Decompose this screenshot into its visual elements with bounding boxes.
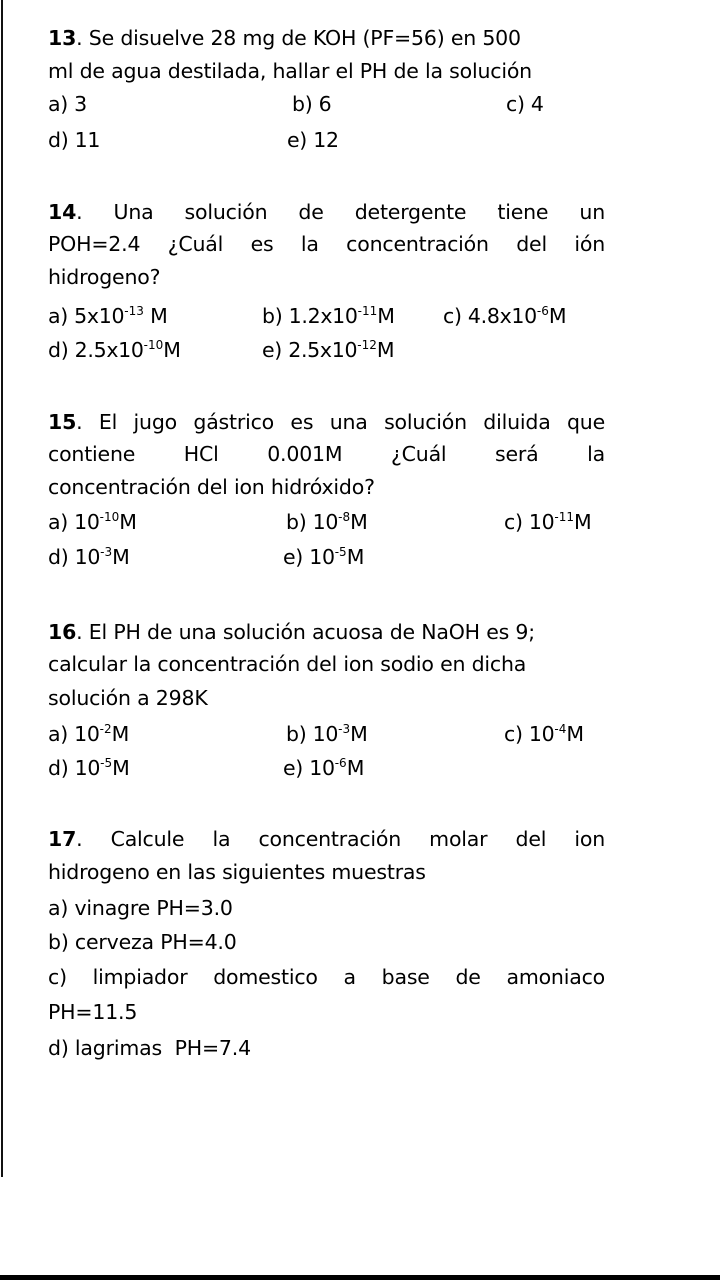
question-text-line: hidrogeno?: [48, 265, 161, 289]
question-text-line: 17. Calcule la concentración molar del ion: [48, 827, 605, 851]
sample-item: a) vinagre PH=3.0: [48, 896, 233, 920]
question-number: 17: [48, 827, 77, 851]
question-text-line: POH=2.4 ¿Cuál es la concentración del ión: [48, 232, 605, 256]
question-number: 15: [48, 410, 77, 434]
question-text-line: 14. Una solución de detergente tiene un: [48, 200, 605, 224]
option-e: e) $10^{-6}M$: [283, 756, 365, 780]
question-text-line: ml de agua destilada, hallar el PH de la solución: [48, 59, 532, 83]
option-d: d) 11: [48, 128, 101, 152]
option-c: c) 4: [506, 92, 544, 116]
question-text-line: 16. El PH de una solución acuosa de NaOH es 9;: [48, 620, 535, 644]
sample-item: d) lagrimas PH=7.4: [48, 1036, 251, 1060]
option-c: c) $4.8x10^{-6}M$: [443, 304, 567, 328]
question-number: 16: [48, 620, 77, 644]
question-number: 13: [48, 26, 77, 50]
option-e: e) 12: [287, 128, 339, 152]
option-c: c) $10^{-11}M$: [504, 510, 592, 534]
option-d: d) $10^{-5}M$: [48, 756, 130, 780]
sample-item: c) limpiador domestico a base de amoniaco: [48, 965, 605, 989]
option-a: a) $10^{-10}M$: [48, 510, 137, 534]
question-text-line: concentración del ion hidróxido?: [48, 475, 375, 499]
page-left-border: [1, 0, 3, 1177]
question-text-line: 15. El jugo gástrico es una solución diluida que: [48, 410, 605, 434]
option-d: d) $10^{-3}M$: [48, 545, 130, 569]
question-text-line: hidrogeno en las siguientes muestras: [48, 860, 426, 884]
bottom-black-bar: [0, 1275, 720, 1280]
option-c: c) $10^{-4}M$: [504, 722, 584, 746]
option-a: a) $5x10^{-13}$ M: [48, 304, 168, 328]
sample-item-continued: PH=11.5: [48, 1000, 138, 1024]
sample-item: b) cerveza PH=4.0: [48, 930, 237, 954]
option-e: e) $10^{-5}M$: [283, 545, 365, 569]
question-text-line: contiene HCl 0.001M ¿Cuál será la: [48, 442, 605, 466]
option-a: a) $10^{-2}M$: [48, 722, 130, 746]
option-b: b) $10^{-8}M$: [286, 510, 368, 534]
question-number: 14: [48, 200, 77, 224]
option-a: a) 3: [48, 92, 87, 116]
question-text-line: 13. Se disuelve 28 mg de KOH (PF=56) en 500: [48, 26, 521, 50]
question-text-line: solución a 298K: [48, 686, 208, 710]
question-text-line: calcular la concentración del ion sodio en dicha: [48, 652, 527, 676]
option-d: d) $2.5x10^{-10}M$: [48, 338, 181, 362]
option-b: b) $1.2x10^{-11}M$: [262, 304, 395, 328]
option-b: b) $10^{-3}M$: [286, 722, 368, 746]
option-b: b) 6: [292, 92, 332, 116]
option-e: e) $2.5x10^{-12}M$: [262, 338, 395, 362]
